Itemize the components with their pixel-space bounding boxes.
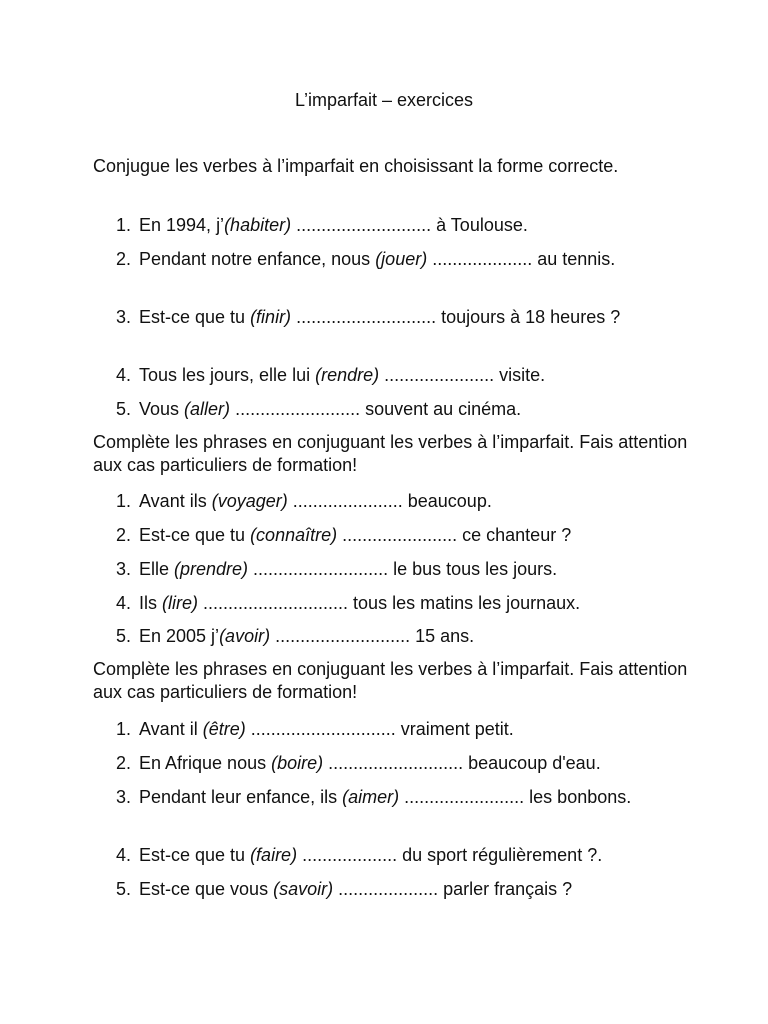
verb-infinitive: (finir) [250, 307, 292, 327]
answer-blank: ...................... visite. [379, 365, 546, 385]
answer-blank: ........................... 15 ans. [270, 626, 475, 646]
item-number: 1. [116, 491, 132, 511]
verb-infinitive: (savoir) [273, 879, 334, 899]
verb-infinitive: (voyager) [211, 491, 288, 511]
exercise-item [116, 490, 656, 513]
item-text: Pendant leur enfance, ils (aimer) ........................ les bonbons. [139, 787, 632, 807]
item-text: Vous (aller) ......................... souvent au cinéma. [139, 399, 522, 419]
item-text: En 2005 j’(avoir) ........................... 15 ans. [139, 626, 475, 646]
exercise-item [116, 878, 656, 901]
answer-blank: ............................. tous les matins les journaux. [198, 593, 581, 613]
item-number: 1. [116, 215, 132, 235]
answer-blank: ........................... beaucoup d'eau. [323, 753, 601, 773]
item-number: 5. [116, 399, 132, 419]
answer-blank: .................... au tennis. [427, 249, 616, 269]
exercise-item [116, 214, 656, 237]
item-text: Elle (prendre) ........................... le bus tous les jours. [139, 559, 558, 579]
section-2-instruction: Complète les phrases en conjuguant les verbes à l’imparfait. Fais attention aux cas particuliers de formation! [93, 432, 688, 475]
exercise-item [116, 248, 656, 271]
exercise-item [116, 398, 656, 421]
item-number: 4. [116, 845, 132, 865]
answer-blank: ...................... beaucoup. [287, 491, 492, 511]
answer-blank: .................... parler français ? [333, 879, 573, 899]
item-text: En 1994, j’(habiter) ........................... à Toulouse. [139, 215, 528, 235]
item-number: 2. [116, 525, 132, 545]
answer-blank: ........................... à Toulouse. [291, 215, 528, 235]
exercise-item [116, 524, 656, 547]
verb-infinitive: (avoir) [219, 626, 271, 646]
item-number: 4. [116, 593, 132, 613]
answer-blank: ......................... souvent au cinéma. [230, 399, 522, 419]
exercise-item [116, 718, 656, 741]
item-number: 2. [116, 249, 132, 269]
item-number: 4. [116, 365, 132, 385]
item-text: Avant il (être) ............................. vraiment petit. [139, 719, 514, 739]
item-number: 5. [116, 879, 132, 899]
section-1-instruction: Conjugue les verbes à l’imparfait en choisissant la forme correcte. [93, 156, 619, 176]
exercise-item [116, 558, 656, 581]
verb-infinitive: (lire) [162, 593, 199, 613]
answer-blank: ............................ toujours à 18 heures ? [291, 307, 621, 327]
verb-infinitive: (aller) [184, 399, 231, 419]
verb-infinitive: (faire) [250, 845, 298, 865]
verb-infinitive: (aimer) [342, 787, 400, 807]
item-number: 5. [116, 626, 132, 646]
page-title: L’imparfait – exercices [294, 90, 474, 110]
verb-infinitive: (jouer) [375, 249, 428, 269]
verb-infinitive: (boire) [271, 753, 324, 773]
verb-infinitive: (habiter) [224, 215, 292, 235]
answer-blank: ............................. vraiment petit. [245, 719, 514, 739]
item-number: 3. [116, 787, 132, 807]
exercise-item [116, 786, 656, 809]
verb-infinitive: (rendre) [315, 365, 380, 385]
exercise-item [116, 752, 656, 775]
item-number: 2. [116, 753, 132, 773]
answer-blank: ........................... le bus tous les jours. [248, 559, 558, 579]
item-text: Est-ce que tu (connaître) ....................... ce chanteur ? [139, 525, 572, 545]
answer-blank: ................... du sport régulièrement ?. [297, 845, 603, 865]
verb-infinitive: (être) [202, 719, 246, 739]
item-text: En Afrique nous (boire) ........................... beaucoup d'eau. [139, 753, 601, 773]
exercise-item [116, 592, 656, 615]
verb-infinitive: (prendre) [174, 559, 249, 579]
item-text: Est-ce que tu (faire) ................... du sport régulièrement ?. [139, 845, 603, 865]
item-number: 3. [116, 307, 132, 327]
item-text: Est-ce que tu (finir) ............................ toujours à 18 heures ? [139, 307, 621, 327]
exercise-item [116, 625, 656, 648]
item-number: 1. [116, 719, 132, 739]
item-text: Ils (lire) ............................. tous les matins les journaux. [139, 593, 581, 613]
exercise-item [116, 306, 656, 329]
answer-blank: ........................ les bonbons. [399, 787, 632, 807]
section-3-instruction: Complète les phrases en conjuguant les verbes à l’imparfait. Fais attention aux cas particuliers de formation! [93, 659, 688, 702]
item-text: Est-ce que vous (savoir) .................... parler français ? [139, 879, 573, 899]
item-text: Avant ils (voyager) ...................... beaucoup. [139, 491, 492, 511]
answer-blank: ....................... ce chanteur ? [337, 525, 572, 545]
exercise-item [116, 364, 656, 387]
exercise-item [116, 844, 656, 867]
item-text: Tous les jours, elle lui (rendre) ...................... visite. [139, 365, 546, 385]
item-text: Pendant notre enfance, nous (jouer) .................... au tennis. [139, 249, 616, 269]
item-number: 3. [116, 559, 132, 579]
verb-infinitive: (connaître) [250, 525, 338, 545]
